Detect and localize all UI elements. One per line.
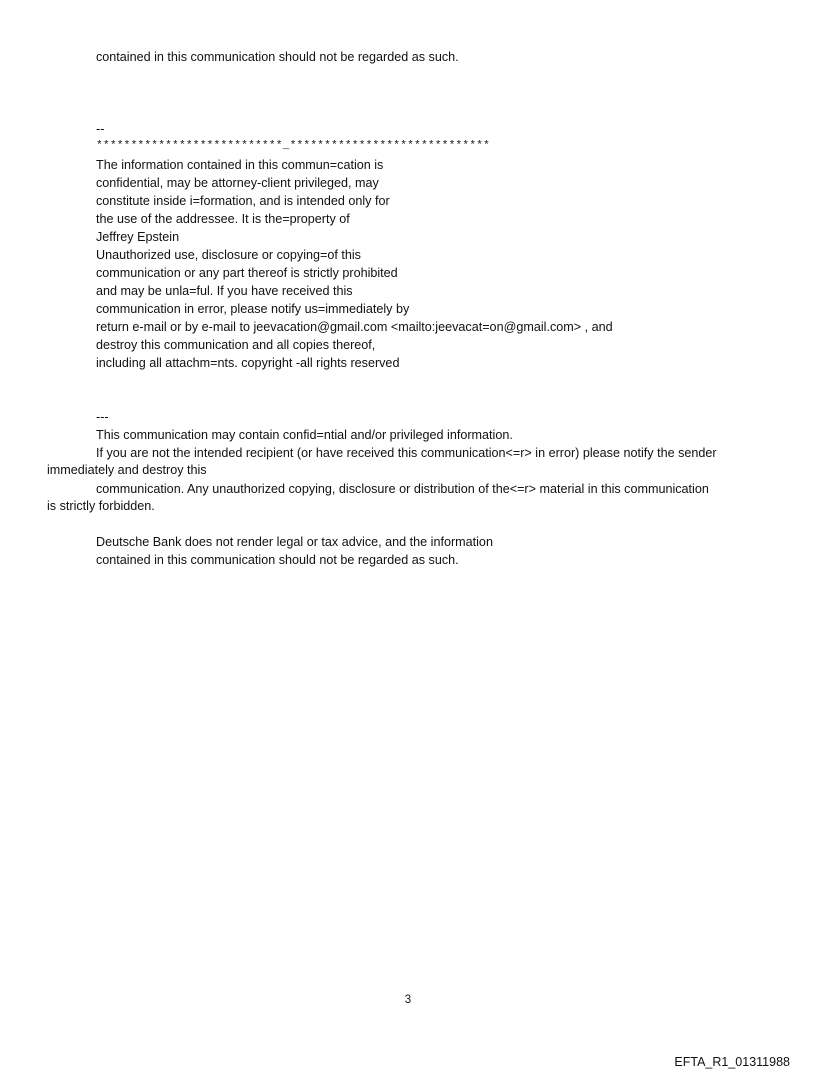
bank-separator: ---	[96, 410, 109, 424]
notice-line: constitute inside i=formation, and is intended only for	[96, 194, 390, 208]
notice-line: destroy this communication and all copies thereof,	[96, 338, 376, 352]
disclaimer-line: immediately and destroy this	[47, 463, 207, 477]
disclaimer-line: This communication may contain confid=ntial and/or privileged information.	[96, 428, 513, 442]
signature-separator: --	[96, 122, 105, 136]
top-fragment-text: contained in this communication should not be regarded as such.	[96, 50, 459, 64]
notice-line: The information contained in this commun=cation is	[96, 158, 384, 172]
notice-line: and may be unla=ful. If you have received this	[96, 284, 353, 298]
notice-line-email: return e-mail or by e-mail to jeevacation@gmail.com <mailto:jeevacat=on@gmail.com> , and	[96, 320, 613, 334]
notice-line: confidential, may be attorney-client privileged, may	[96, 176, 379, 190]
bates-number: EFTA_R1_01311988	[674, 1055, 790, 1069]
notice-line: communication or any part thereof is strictly prohibited	[96, 266, 398, 280]
page-number: 3	[404, 994, 412, 1006]
notice-line: the use of the addressee. It is the=property of	[96, 212, 350, 226]
disclaimer-line: is strictly forbidden.	[47, 499, 155, 513]
disclaimer-line: If you are not the intended recipient (or have received this communication<=r> in error) please notify the sender	[96, 446, 717, 460]
disclaimer-line: Deutsche Bank does not render legal or tax advice, and the information	[96, 535, 493, 549]
disclaimer-line: communication. Any unauthorized copying, disclosure or distribution of the<=r> material in this communication	[96, 482, 709, 496]
notice-line: Unauthorized use, disclosure or copying=of this	[96, 248, 361, 262]
notice-line: communication in error, please notify us=immediately by	[96, 302, 410, 316]
stars-divider: ***************************_*****************************	[96, 140, 491, 152]
disclaimer-line: contained in this communication should not be regarded as such.	[96, 553, 459, 567]
notice-line: Jeffrey Epstein	[96, 230, 180, 244]
notice-line: including all attachm=nts. copyright -all rights reserved	[96, 356, 400, 370]
